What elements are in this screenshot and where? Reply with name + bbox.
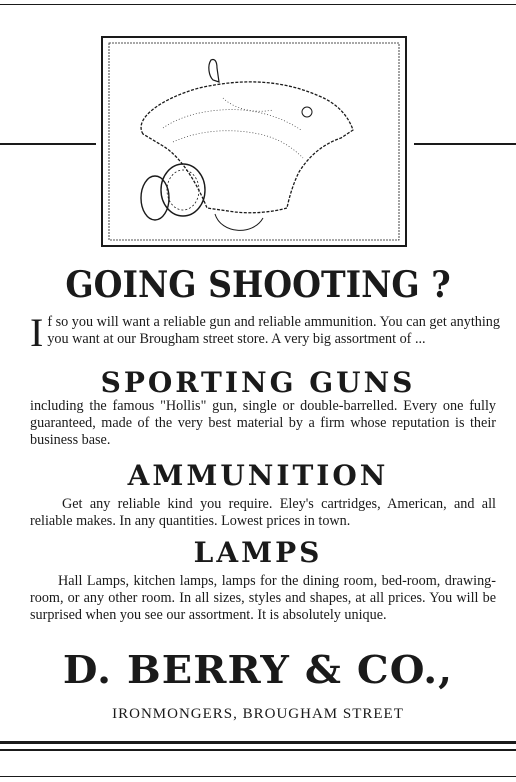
ammunition-heading: AMMUNITION <box>127 459 389 492</box>
ammunition-text: Get any reliable kind you require. Eley's cartridges, American, and all reliable makes. In any quantities. Lowest prices in town. <box>30 496 496 529</box>
illustration-frame <box>101 36 407 247</box>
bottom-rule-thin <box>0 776 516 777</box>
top-rule <box>0 4 516 5</box>
bottom-rule <box>0 749 516 751</box>
right-divider-rule <box>414 143 516 145</box>
bottom-rule-thick <box>0 741 516 744</box>
shotgun-breech-icon <box>103 38 405 245</box>
company-subtitle: IRONMONGERS, BROUGHAM STREET <box>112 706 404 722</box>
headline: GOING SHOOTING ? <box>65 264 451 306</box>
intro-text: f so you will want a reliable gun and reliable ammunition. You can get anything you want at our Brougham street store. A very big assortment of ... <box>47 314 500 347</box>
lamps-text: Hall Lamps, kitchen lamps, lamps for the dining room, bed-room, drawing-room, or any other room. In all sizes, styles and shapes, at all prices. You will be surprised when you see our assortment. It is absolutely unique. <box>30 573 496 623</box>
sporting-guns-text: including the famous "Hollis" gun, single or double-barrelled. Every one fully guaranteed, made of the very best material by a firm whose reputation is their business base. <box>30 398 496 448</box>
intro-paragraph <box>30 310 500 355</box>
drop-cap: I <box>30 310 44 355</box>
sporting-guns-heading: SPORTING GUNS <box>100 366 416 399</box>
company-name: D. BERRY & CO., <box>62 647 454 692</box>
left-divider-rule <box>0 143 96 145</box>
lamps-heading: LAMPS <box>193 536 323 569</box>
